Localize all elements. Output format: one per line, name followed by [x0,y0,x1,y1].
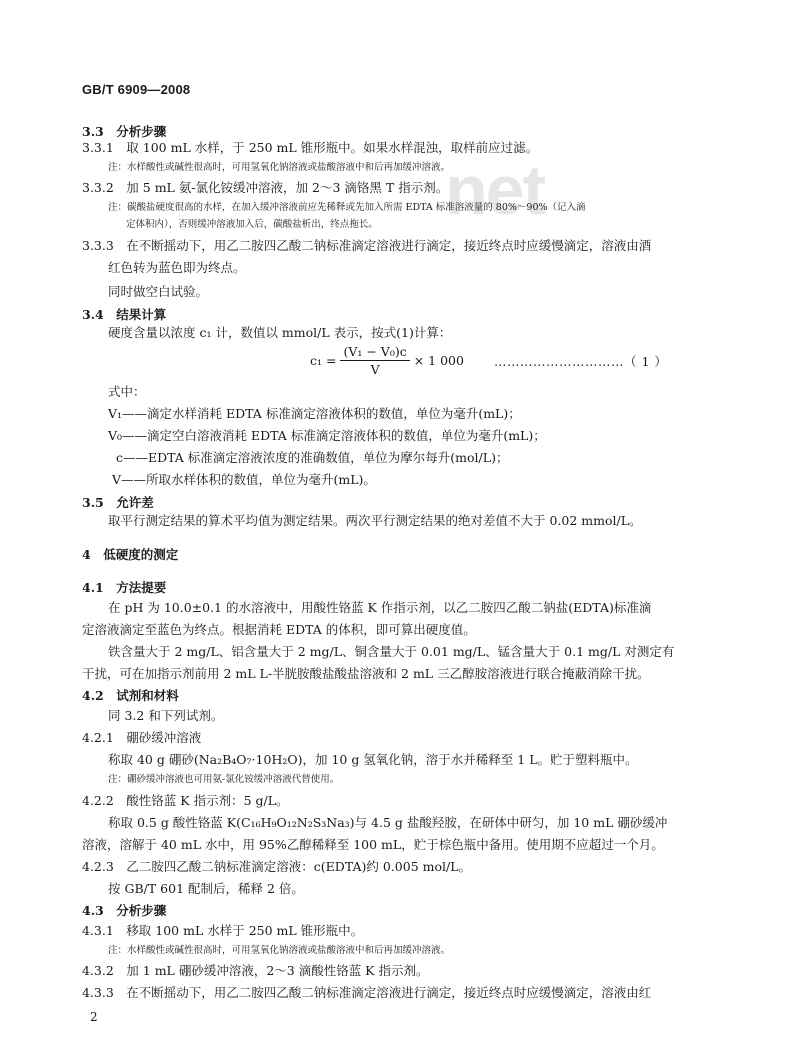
interference-line1: 铁含量大于 2 mg/L、铝含量大于 2 mg/L、铜含量大于 0.01 mg/L、锰含量大于 0.1 mg/L 对测定有 [108,644,675,659]
section-3-3-heading: 3.3 分析步骤 [82,124,167,139]
method-text-line2: 定溶液滴定至蓝色为终点。根据消耗 EDTA 的体积，即可算出硬度值。 [82,622,476,637]
calc-intro: 硬度含量以浓度 c₁ 计，数值以 mmol/L 表示，按式(1)计算： [108,325,452,340]
formula-fraction [340,344,409,377]
section-4-heading: 4 低硬度的测定 [82,547,179,562]
note-3-3-1: 注：水样酸性或碱性很高时，可用氢氧化钠溶液或盐酸溶液中和后再加缓冲溶液。 [108,162,451,173]
section-4-3-heading: 4.3 分析步骤 [82,903,167,918]
formula-number: …………………………（ 1 ） [494,354,668,369]
page-number: 2 [90,1010,98,1024]
standard-number-header: GB/T 6909—2008 [82,82,191,97]
clause-4-3-3: 4.3.3 在不断摇动下，用乙二胺四乙酸二钠标准滴定溶液进行滴定，接近终点时应缓慢滴定，溶液由红 [82,985,652,1000]
clause-4-2-1: 4.2.1 硼砂缓冲溶液 [82,730,202,745]
clause-3-3-3-line2: 红色转为蓝色即为终点。 [108,260,246,275]
section-3-5-heading: 3.5 允许差 [82,495,154,510]
clause-4-2-2: 4.2.2 酸性铬蓝 K 指示剂：5 g/L。 [82,793,289,808]
variable-c: c——EDTA 标准滴定溶液浓度的准确数值，单位为摩尔每升(mol/L)； [116,450,509,465]
clause-4-2-3: 4.2.3 乙二胺四乙酸二钠标准滴定溶液：c(EDTA)约 0.005 mol/L。 [82,859,472,874]
indicator-text-line2: 溶液，溶解于 40 mL 水中，用 95%乙醇稀释至 100 mL，贮于棕色瓶中备用。使用期不应超过一个月。 [82,837,664,852]
clause-4-3-1: 4.3.1 移取 100 mL 水样于 250 mL 锥形瓶中。 [82,923,364,938]
borax-buffer-text: 称取 40 g 硼砂(Na₂B₄O₇·10H₂O)，加 10 g 氢氧化钠，溶于水并稀释至 1 L。贮于塑料瓶中。 [108,752,638,767]
watermark: net [445,151,544,229]
variable-v1: V₁——滴定水样消耗 EDTA 标准滴定溶液体积的数值，单位为毫升(mL)； [108,406,521,421]
edta-preparation-text: 按 GB/T 601 配制后，稀释 2 倍。 [108,881,304,896]
where-label: 式中： [108,384,146,399]
clause-3-3-3-line1: 3.3.3 在不断摇动下，用乙二胺四乙酸二钠标准滴定溶液进行滴定，接近终点时应缓慢滴定，溶液由酒 [82,238,652,253]
note-4-2-1: 注：硼砂缓冲溶液也可用氨-氯化铵缓冲溶液代替使用。 [108,774,340,785]
clause-3-3-2: 3.3.2 加 5 mL 氨-氯化铵缓冲溶液，加 2～3 滴铬黑 T 指示剂。 [82,180,449,195]
indicator-text-line1: 称取 0.5 g 酸性铬蓝 K(C₁₆H₉O₁₂N₂S₃Na₃)与 4.5 g 盐酸羟胺，在研体中研匀，加 10 mL 硼砂缓冲 [108,815,668,830]
method-text-line1: 在 pH 为 10.0±0.1 的水溶液中，用酸性铬蓝 K 作指示剂，以乙二胺四乙酸二钠盐(EDTA)标准滴 [108,600,652,615]
formula-1 [310,344,464,377]
section-3-4-heading: 3.4 结果计算 [82,307,167,322]
formula-numerator: (V₁ − V₀)c [340,344,409,361]
formula-tail: × 1 000 [413,353,464,368]
formula-lhs: c₁ = [310,353,337,368]
section-4-1-heading: 4.1 方法提要 [82,580,167,595]
formula-denominator: V [370,362,380,377]
note-4-3-1: 注：水样酸性或碱性很高时，可用氢氧化钠溶液或盐酸溶液中和后再加缓冲溶液。 [108,945,451,956]
clause-3-3-1: 3.3.1 取 100 mL 水样，于 250 mL 锥形瓶中。如果水样混浊，取样前应过滤。 [82,140,539,155]
clause-4-3-2: 4.3.2 加 1 mL 硼砂缓冲溶液，2～3 滴酸性铬蓝 K 指示剂。 [82,963,429,978]
variable-v: V——所取水样体积的数值，单位为毫升(mL)。 [112,472,376,487]
tolerance-text: 取平行测定结果的算术平均值为测定结果。两次平行测定结果的绝对差值不大于 0.02 mmol/L。 [108,513,642,528]
blank-test-text: 同时做空白试验。 [108,284,209,299]
note-3-3-2-line1: 注：碳酸盐硬度很高的水样，在加入缓冲溶液前应先稀释或先加入所需 EDTA 标准溶液量的 80%～90%（记入滴 [108,202,586,213]
reagents-intro: 同 3.2 和下列试剂。 [108,708,224,723]
section-4-2-heading: 4.2 试剂和材料 [82,688,179,703]
variable-v0: V₀——滴定空白溶液消耗 EDTA 标准滴定溶液体积的数值，单位为毫升(mL)； [108,428,546,443]
interference-line2: 干扰，可在加指示剂前用 2 mL L-半胱胺酸盐酸盐溶液和 2 mL 三乙醇胺溶液进行联合掩蔽消除干扰。 [82,666,650,681]
note-3-3-2-line2: 定体积内），否则缓冲溶液加入后，碳酸盐析出，终点拖长。 [126,219,378,230]
